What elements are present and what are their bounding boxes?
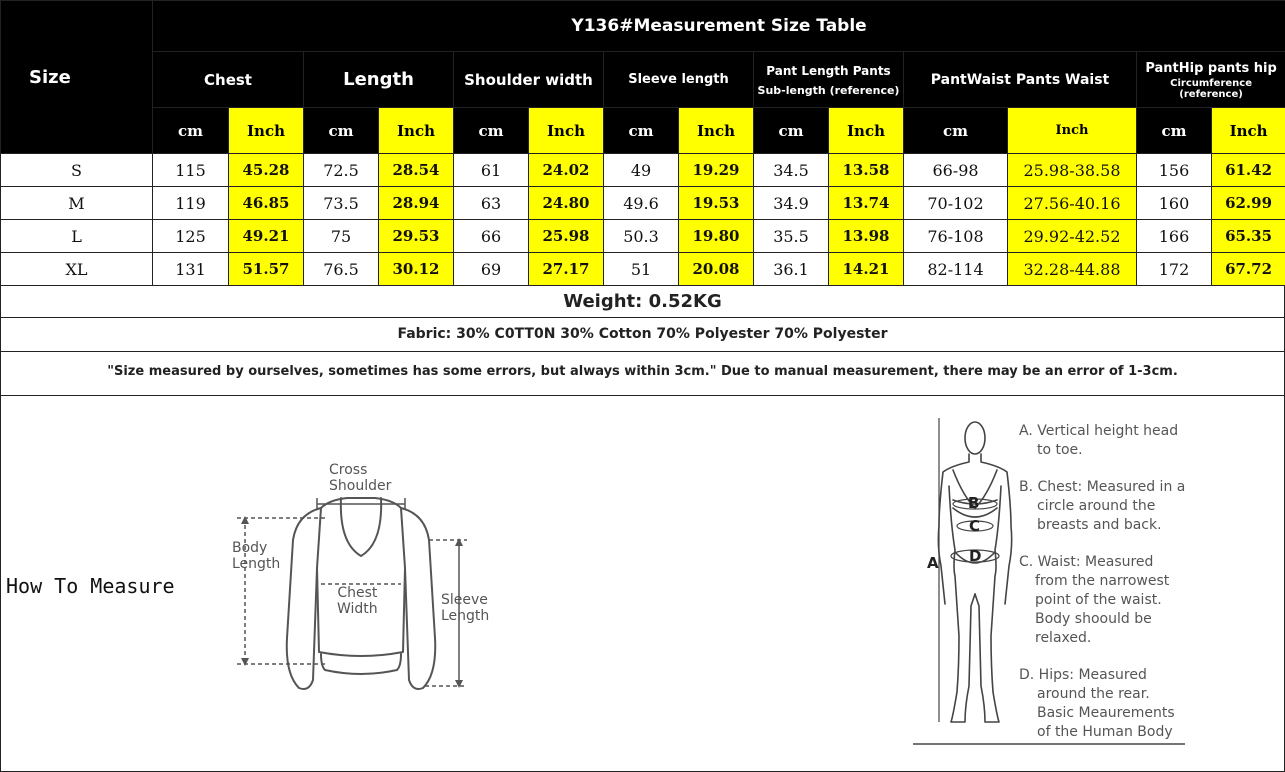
unit-inch: Inch — [829, 108, 904, 154]
unit-inch: Inch — [229, 108, 304, 154]
body-letter-a: A — [927, 554, 939, 572]
chest-cm-cell: 131 — [153, 253, 229, 286]
chest-inch-cell: 45.28 — [229, 154, 304, 187]
sleeve-cm-cell: 49.6 — [604, 187, 679, 220]
waist-inch-cell: 25.98-38.58 — [1008, 154, 1137, 187]
desc-b-line1: B. Chest: Measured in a — [1019, 479, 1186, 495]
cross-shoulder-line2: Shoulder — [329, 478, 392, 494]
measurement-note: "Size measured by ourselves, sometimes has some errors, but always within 3cm." Due to manual measurement, there may be an error of 1-3cm. — [0, 352, 1285, 396]
body-letter-d: D — [969, 547, 982, 565]
length-cm-cell: 73.5 — [304, 187, 379, 220]
size-table — [0, 0, 1285, 286]
waist-cm-cell: 82-114 — [904, 253, 1008, 286]
unit-cm: cm — [153, 108, 229, 154]
col-sleeve: Sleeve length — [604, 52, 754, 108]
unit-inch: Inch — [529, 108, 604, 154]
unit-inch: Inch — [679, 108, 754, 154]
unit-cm: cm — [754, 108, 829, 154]
hip-cm-cell: 156 — [1137, 154, 1212, 187]
sleeve-length-label — [441, 592, 489, 624]
hip-cm-cell: 160 — [1137, 187, 1212, 220]
pant-inch-cell: 13.58 — [829, 154, 904, 187]
how-to-measure-label: How To Measure — [6, 574, 175, 598]
col-pant-length-sub: Sub-length (reference) — [757, 84, 900, 97]
pant-cm-cell: 34.5 — [754, 154, 829, 187]
desc-b-line2: circle around the — [1037, 498, 1156, 514]
hip-inch-cell: 61.42 — [1212, 154, 1285, 187]
shoulder-inch-cell: 24.02 — [529, 154, 604, 187]
shoulder-inch-cell: 25.98 — [529, 220, 604, 253]
unit-cm: cm — [904, 108, 1008, 154]
pant-inch-cell: 13.74 — [829, 187, 904, 220]
desc-a-line2: to toe. — [1037, 442, 1083, 458]
chest-cm-cell: 115 — [153, 154, 229, 187]
waist-inch-cell: 32.28-44.88 — [1008, 253, 1137, 286]
hip-inch-cell: 65.35 — [1212, 220, 1285, 253]
desc-c-line1: C. Waist: Measured — [1019, 554, 1154, 570]
unit-cm: cm — [304, 108, 379, 154]
desc-d-line3: Basic Meaurements — [1037, 705, 1175, 721]
sleeve-inch-cell: 20.08 — [679, 253, 754, 286]
col-hip-sub2: (reference) — [1179, 88, 1243, 100]
col-hip — [1137, 52, 1285, 108]
body-length-line1: Body — [232, 540, 268, 556]
desc-c-line5: relaxed. — [1035, 630, 1092, 646]
table-title: Y136#Measurement Size Table — [153, 1, 1285, 52]
desc-c — [1019, 553, 1189, 648]
col-pant-length-title: Pant Length Pants — [766, 64, 891, 78]
sleeve-length-line2: Length — [441, 608, 490, 624]
shoulder-cm-cell: 66 — [454, 220, 529, 253]
cross-shoulder-label — [329, 462, 391, 494]
desc-b — [1019, 478, 1189, 535]
table-row — [1, 253, 1285, 286]
waist-cm-cell: 66-98 — [904, 154, 1008, 187]
table-row — [1, 220, 1285, 253]
cross-shoulder-line1: Cross — [329, 462, 368, 478]
waist-cm-cell: 76-108 — [904, 220, 1008, 253]
sleeve-inch-cell: 19.29 — [679, 154, 754, 187]
sleeve-inch-cell: 19.80 — [679, 220, 754, 253]
desc-c-line3: point of the waist. — [1035, 592, 1162, 608]
size-header: Size — [1, 1, 153, 154]
unit-cm: cm — [1137, 108, 1212, 154]
unit-cm: cm — [454, 108, 529, 154]
chest-width-label — [337, 585, 378, 617]
col-shoulder: Shoulder width — [454, 52, 604, 108]
col-hip-sub1: Circumference — [1170, 77, 1252, 89]
waist-inch-cell: 29.92-42.52 — [1008, 220, 1137, 253]
desc-a-line1: A. Vertical height head — [1019, 423, 1179, 439]
fabric-text: Fabric: 30% C0TT0N 30% Cotton 70% Polyester 70% Polyester — [0, 318, 1285, 352]
hip-cm-cell: 172 — [1137, 253, 1212, 286]
sleeve-cm-cell: 49 — [604, 154, 679, 187]
how-to-measure-panel — [0, 396, 1285, 772]
sleeve-cm-cell: 50.3 — [604, 220, 679, 253]
shoulder-cm-cell: 69 — [454, 253, 529, 286]
body-letter-b: B — [968, 494, 980, 512]
col-length: Length — [304, 52, 454, 108]
table-row — [1, 154, 1285, 187]
length-inch-cell: 28.94 — [379, 187, 454, 220]
chest-inch-cell: 46.85 — [229, 187, 304, 220]
desc-c-line4: Body shoould be — [1035, 611, 1152, 627]
size-cell: XL — [1, 253, 153, 286]
shoulder-inch-cell: 24.80 — [529, 187, 604, 220]
pant-cm-cell: 36.1 — [754, 253, 829, 286]
desc-d-line1: D. Hips: Measured — [1019, 667, 1147, 683]
pant-inch-cell: 13.98 — [829, 220, 904, 253]
body-length-line2: Length — [232, 556, 281, 572]
shoulder-cm-cell: 63 — [454, 187, 529, 220]
body-length-label — [232, 540, 280, 572]
chest-inch-cell: 49.21 — [229, 220, 304, 253]
length-inch-cell: 28.54 — [379, 154, 454, 187]
weight-text: Weight: 0.52KG — [0, 286, 1285, 318]
waist-inch-cell: 27.56-40.16 — [1008, 187, 1137, 220]
unit-inch: Inch — [1212, 108, 1285, 154]
hip-inch-cell: 62.99 — [1212, 187, 1285, 220]
col-pant-length — [754, 52, 904, 108]
shoulder-inch-cell: 27.17 — [529, 253, 604, 286]
pant-inch-cell: 14.21 — [829, 253, 904, 286]
length-cm-cell: 76.5 — [304, 253, 379, 286]
chest-cm-cell: 119 — [153, 187, 229, 220]
desc-a — [1019, 422, 1189, 460]
hip-inch-cell: 67.72 — [1212, 253, 1285, 286]
length-inch-cell: 29.53 — [379, 220, 454, 253]
chest-width-line1: Chest — [337, 585, 378, 601]
desc-d-line2: around the rear. — [1037, 686, 1150, 702]
size-cell: M — [1, 187, 153, 220]
pant-cm-cell: 34.9 — [754, 187, 829, 220]
size-cell: L — [1, 220, 153, 253]
desc-d — [1019, 666, 1189, 742]
desc-d-line4: of the Human Body — [1037, 724, 1173, 740]
desc-b-line3: breasts and back. — [1037, 517, 1162, 533]
length-cm-cell: 75 — [304, 220, 379, 253]
table-row — [1, 187, 1285, 220]
shoulder-cm-cell: 61 — [454, 154, 529, 187]
col-chest: Chest — [153, 52, 304, 108]
pant-cm-cell: 35.5 — [754, 220, 829, 253]
body-letter-c: C — [969, 517, 981, 535]
sleeve-inch-cell: 19.53 — [679, 187, 754, 220]
unit-inch: Inch — [379, 108, 454, 154]
length-inch-cell: 30.12 — [379, 253, 454, 286]
col-waist: PantWaist Pants Waist — [904, 52, 1137, 108]
size-cell: S — [1, 154, 153, 187]
waist-cm-cell: 70-102 — [904, 187, 1008, 220]
chest-inch-cell: 51.57 — [229, 253, 304, 286]
unit-cm: cm — [604, 108, 679, 154]
col-hip-title: PantHip pants hip — [1145, 60, 1277, 76]
chest-cm-cell: 125 — [153, 220, 229, 253]
unit-inch: Inch — [1008, 108, 1137, 154]
sleeve-cm-cell: 51 — [604, 253, 679, 286]
sleeve-length-line1: Sleeve — [441, 592, 488, 608]
hip-cm-cell: 166 — [1137, 220, 1212, 253]
desc-c-line2: from the narrowest — [1035, 573, 1170, 589]
length-cm-cell: 72.5 — [304, 154, 379, 187]
chest-width-line2: Width — [337, 601, 378, 617]
